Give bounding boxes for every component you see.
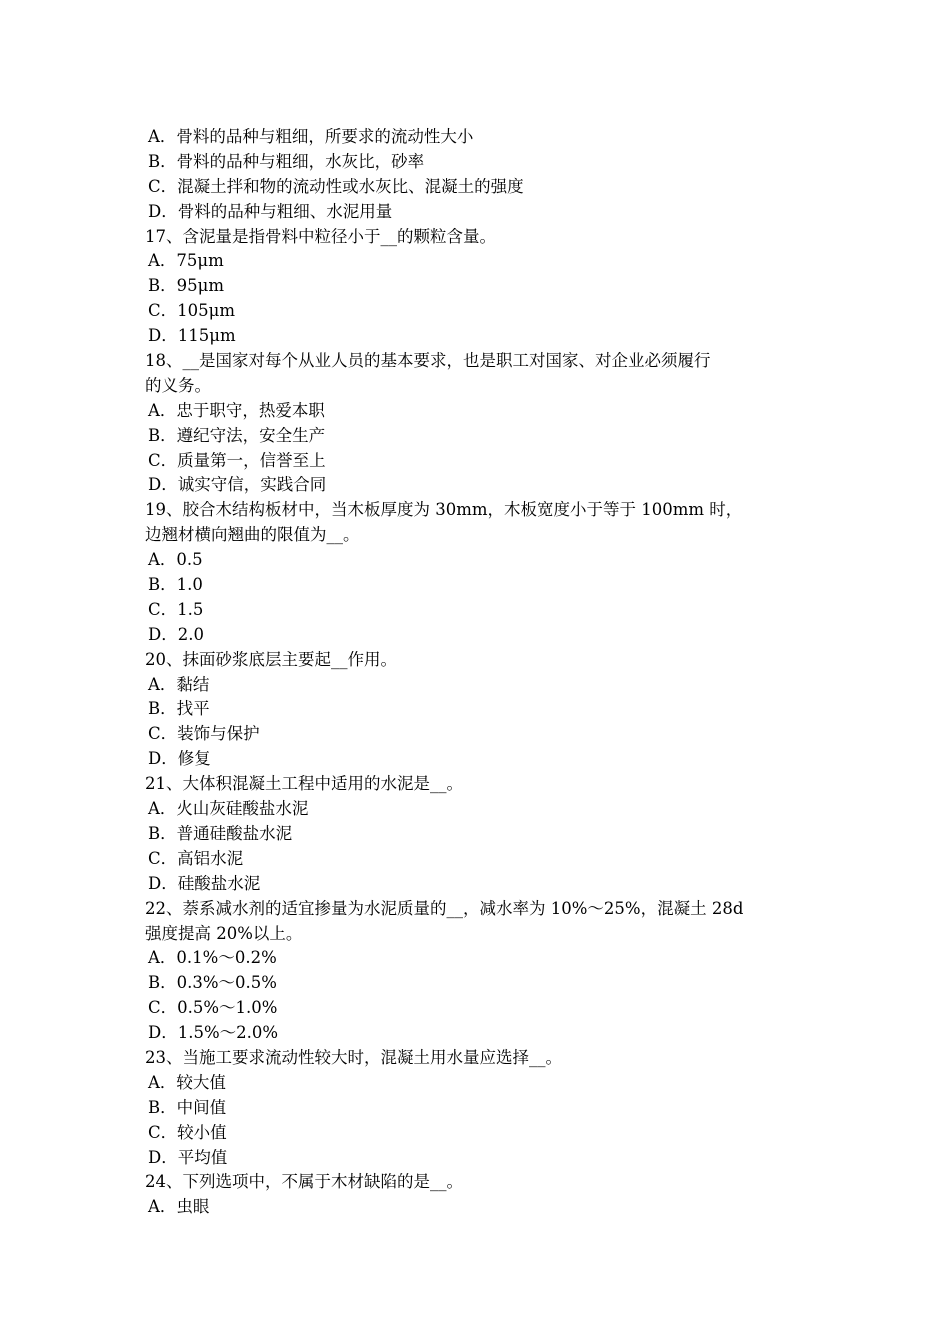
answer-option-line: B．中间值 (148, 1097, 227, 1117)
question-text-line: 23、当施工要求流动性较大时，混凝土用水量应选择__。 (145, 1047, 562, 1067)
answer-option-line: C．105μm (148, 301, 235, 321)
answer-option-line: C．质量第一，信誉至上 (148, 450, 326, 470)
answer-option-line: B．普通硅酸盐水泥 (148, 823, 293, 843)
question-text-line: 19、胶合木结构板材中，当木板厚度为 30mm，木板宽度小于等于 100mm 时， (145, 500, 743, 520)
answer-option-line: D．诚实守信，实践合同 (148, 475, 327, 495)
question-text-line: 强度提高 20%以上。 (145, 923, 303, 943)
question-text-line: 24、下列选项中，不属于木材缺陷的是__。 (145, 1172, 463, 1192)
answer-option-line: A．虫眼 (148, 1197, 210, 1217)
answer-option-line: A．忠于职守，热爱本职 (148, 400, 325, 420)
answer-option-line: C．0.5%～1.0% (148, 998, 278, 1018)
answer-option-line: A．75μm (148, 251, 224, 271)
answer-option-line: D．1.5%～2.0% (148, 1023, 279, 1043)
question-text-line: 22、萘系减水剂的适宜掺量为水泥质量的__，减水率为 10%～25%，混凝土 28d (145, 898, 744, 918)
answer-option-line: C．1.5 (148, 599, 204, 619)
answer-option-line: D．115μm (148, 326, 236, 346)
answer-option-line: A．火山灰硅酸盐水泥 (148, 799, 309, 819)
answer-option-line: A．骨料的品种与粗细，所要求的流动性大小 (148, 127, 474, 146)
answer-option-line: C．混凝土拌和物的流动性或水灰比、混凝土的强度 (148, 176, 524, 196)
question-text-line: 20、抹面砂浆底层主要起__作用。 (145, 649, 397, 669)
question-text-line: 21、大体积混凝土工程中适用的水泥是__。 (145, 774, 463, 794)
question-text-line: 的义务。 (145, 375, 211, 395)
answer-option-line: D．硅酸盐水泥 (148, 873, 261, 893)
answer-option-line: D．平均值 (148, 1147, 228, 1167)
answer-option-line: C．高铝水泥 (148, 848, 244, 868)
answer-option-line: B．0.3%～0.5% (148, 973, 277, 993)
question-text-line: 边翘材横向翘曲的限值为__。 (145, 525, 360, 545)
answer-option-line: D．修复 (148, 749, 211, 769)
answer-option-line: B．1.0 (148, 575, 203, 595)
answer-option-line: A．较大值 (148, 1072, 226, 1092)
answer-option-line: A．0.1%～0.2% (148, 948, 277, 968)
question-text-line: 18、__是国家对每个从业人员的基本要求，也是职工对国家、对企业必须履行 (145, 351, 711, 371)
answer-option-line: B．遵纪守法，安全生产 (148, 425, 326, 445)
answer-option-line: B．找平 (148, 699, 210, 719)
document-body (145, 125, 815, 1220)
answer-option-line: C．装饰与保护 (148, 724, 260, 744)
answer-option-line: A．0.5 (148, 550, 203, 570)
answer-option-line: C．较小值 (148, 1122, 227, 1142)
answer-option-line: D．2.0 (148, 624, 204, 644)
answer-option-line: B．95μm (148, 276, 224, 296)
answer-option-line: D．骨料的品种与粗细、水泥用量 (148, 201, 393, 221)
question-text-line: 17、含泥量是指骨料中粒径小于__的颗粒含量。 (145, 226, 496, 246)
answer-option-line: B．骨料的品种与粗细，水灰比，砂率 (148, 151, 425, 171)
answer-option-line: A．黏结 (148, 674, 210, 694)
